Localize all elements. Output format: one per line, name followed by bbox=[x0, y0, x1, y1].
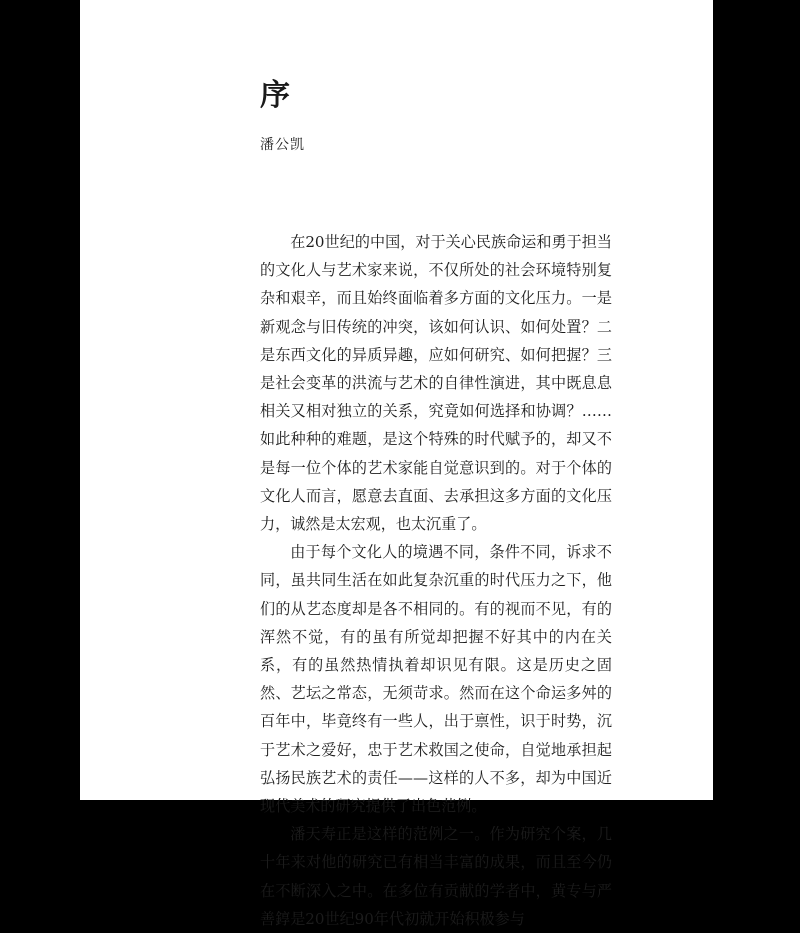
paragraph-1: 在20世纪的中国，对于关心民族命运和勇于担当的文化人与艺术家来说，不仅所处的社会环境特别复杂和艰辛，而且始终面临着多方面的文化压力。一是新观念与旧传统的冲突，该如何认识、如何处置？二是东西文化的异质异趣，应如何研究、如何把握？三是社会变革的洪流与艺术的自律性演进，其中既息息相关又相对独立的关系，究竟如何选择和协调？……如此种种的难题，是这个特殊的时代赋予的，却又不是每一位个体的艺术家能自觉意识到的。对于个体的文化人而言，愿意去直面、去承担这多方面的文化压力，诚然是太宏观，也太沉重了。 bbox=[260, 233, 612, 534]
body-text bbox=[260, 228, 612, 933]
book-page bbox=[80, 0, 713, 928]
paragraph-3: 潘天寿正是这样的范例之一。作为研究个案，几十年来对他的研究已有相当丰富的成果，而且至今仍在不断深入之中。在多位有贡献的学者中，黄专与严善錞是20世纪90年代初就开始积极参与 bbox=[260, 825, 612, 928]
author-name: 潘公凯 bbox=[260, 137, 305, 153]
page-title: 序 bbox=[260, 78, 290, 113]
paragraph-2: 由于每个文化人的境遇不同，条件不同，诉求不同，虽共同生活在如此复杂沉重的时代压力之下，他们的从艺态度却是各不相同的。有的视而不见，有的浑然不觉，有的虽有所觉却把握不好其中的内在关系，有的虽然热情执着却识见有限。这是历史之固然、艺坛之常态，无须苛求。然而在这个命运多舛的百年中，毕竟终有一些人，出于禀性，识于时势，沉于艺术之爱好，忠于艺术救国之使命，自觉地承担起弘扬民族艺术的责任——这样的人不多，却为中国近现代美术的研究提供了出色范例。 bbox=[260, 543, 612, 816]
